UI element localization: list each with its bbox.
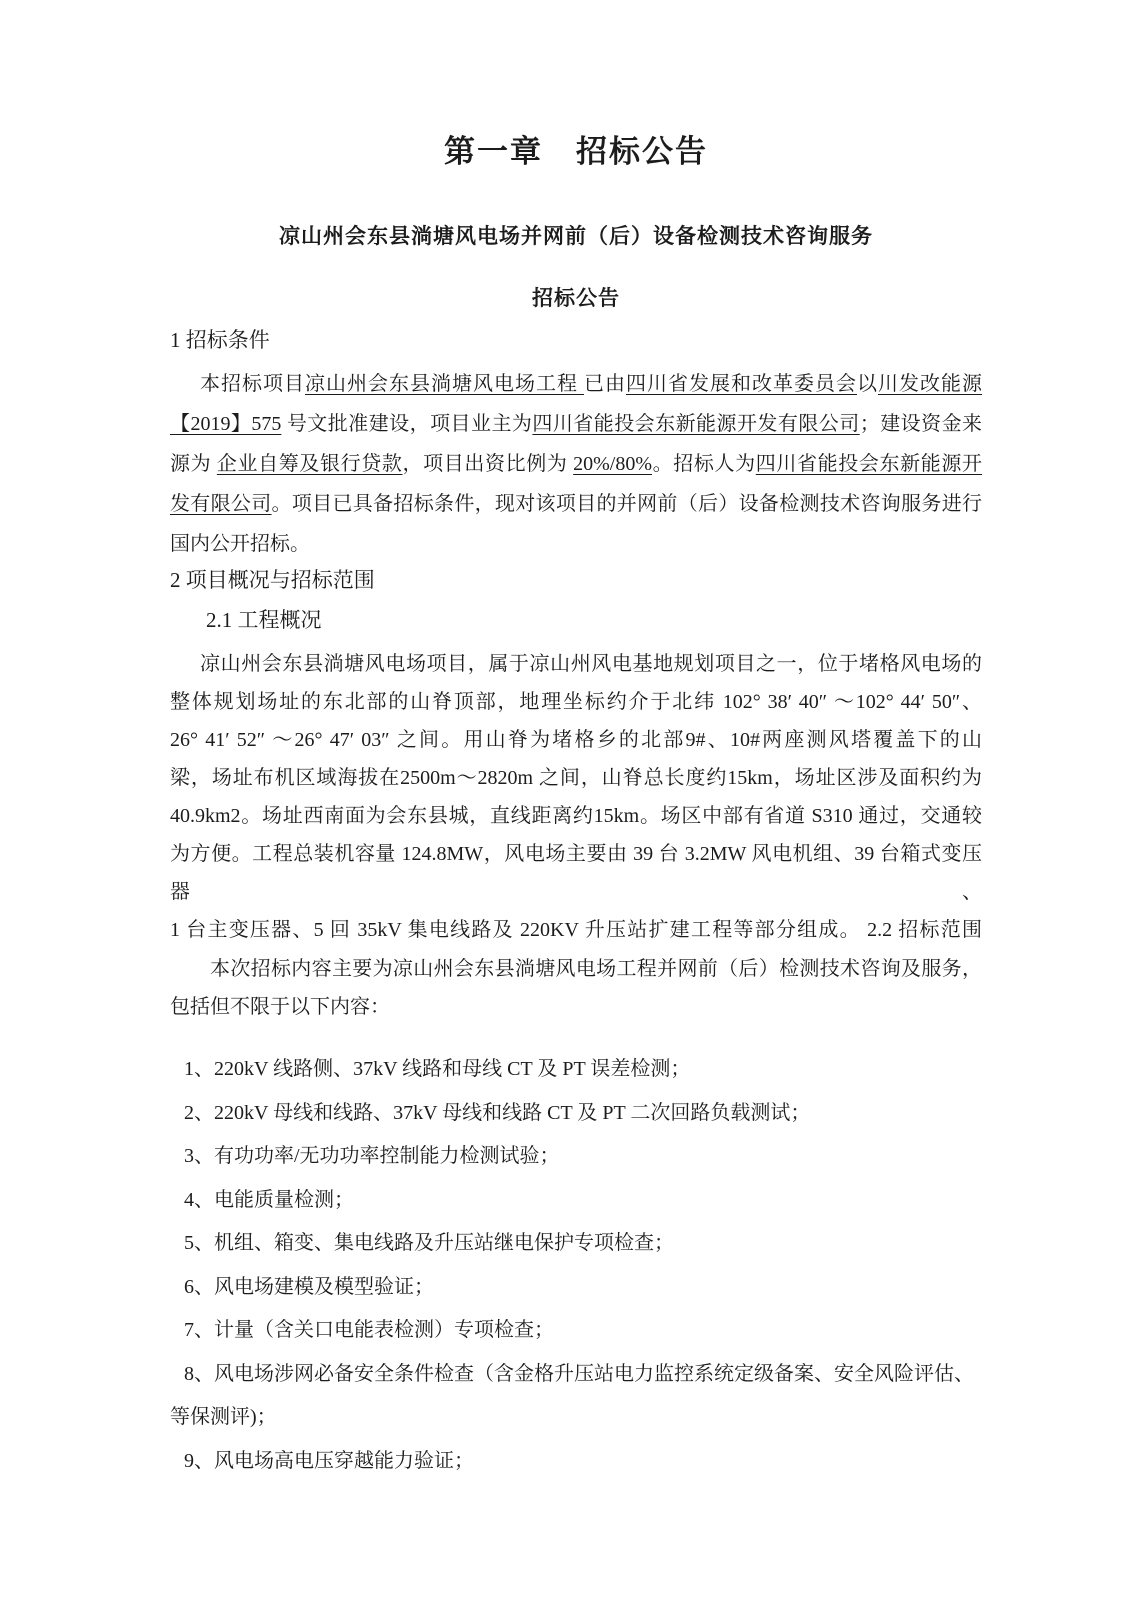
text-run: ；建设资金来 xyxy=(859,413,983,435)
list-item: 9、风电场高电压穿越能力验证； xyxy=(184,1449,474,1472)
underlined-owner-name: 四川省能投会东新能源开发有限公司 xyxy=(532,413,860,435)
paragraph-line: 整体规划场址的东北部的山脊顶部，地理坐标约介于北纬 102° 38′ 40″ ～102° 44′ 50″、 xyxy=(170,691,982,713)
paragraph-line: 本次招标内容主要为凉山州会东县淌塘风电场工程并网前（后）检测技术咨询及服务， xyxy=(210,958,982,980)
list-item: 5、机组、箱变、集电线路及升压站继电保护专项检查； xyxy=(184,1232,674,1254)
project-overview-paragraph xyxy=(170,645,982,949)
list-item-continuation: 等保测评)； xyxy=(170,1406,277,1428)
section-2-1-heading: 2.1 工程概况 xyxy=(206,608,322,632)
tender-conditions-paragraph xyxy=(170,364,982,564)
underlined-funding-source: 企业自筹及银行贷款 xyxy=(216,453,403,475)
paragraph-line: 26° 41′ 52″ ～26° 47′ 03″ 之间。用山脊为堵格乡的北部9#、10#两座测风塔覆盖下的山 xyxy=(170,729,982,751)
paragraph-line xyxy=(170,364,982,404)
list-item: 3、有功功率/无功功率控制能力检测试验； xyxy=(184,1145,560,1167)
page-content xyxy=(170,0,982,1483)
text-run: 本招标项目 xyxy=(200,373,305,395)
underlined-tenderer-name-cont: 发有限公司 xyxy=(170,493,272,515)
underlined-approval-authority: 四川省发展和改革委员会 xyxy=(626,373,857,395)
section-2-heading: 2 项目概况与招标范围 xyxy=(170,568,375,592)
list-item: 1、220kV 线路侧、37kV 线路和母线 CT 及 PT 误差检测； xyxy=(184,1058,691,1080)
paragraph-line: 为方便。工程总装机容量 124.8MW，风电场主要由 39 台 3.2MW 风电机组、39 台箱式变压器、 xyxy=(170,843,982,903)
paragraph-line: 梁，场址布机区域海拔在2500m～2820m 之间，山脊总长度约15km，场址区涉及面积约为 xyxy=(170,767,982,789)
paragraph-line xyxy=(170,444,982,484)
paragraph-line: 1 台主变压器、5 回 35kV 集电线路及 220KV 升压站扩建工程等部分组成。 2.2 招标范围 xyxy=(170,919,982,941)
text-run: 国内公开招标。 xyxy=(170,533,310,555)
list-item: 8、风电场涉网必备安全条件检查（含金格升压站电力监控系统定级备案、安全风险评估、 xyxy=(184,1362,974,1385)
section-1-heading: 1 招标条件 xyxy=(170,328,270,352)
text-run: 。招标人为 xyxy=(652,453,756,475)
text-run: ，项目出资比例为 xyxy=(402,453,574,475)
list-item: 4、电能质量检测； xyxy=(184,1188,354,1211)
paragraph-line: 40.9km2。场址西南面为会东县城，直线距离约15km。场区中部有省道 S310 通过，交通较 xyxy=(170,805,982,827)
text-run: 已由 xyxy=(584,373,626,395)
list-item: 6、风电场建模及模型验证； xyxy=(184,1275,434,1298)
scope-intro-paragraph xyxy=(170,950,982,1026)
paragraph-line: 包括但不限于以下内容： xyxy=(170,996,390,1018)
paragraph-line: 凉山州会东县淌塘风电场项目，属于凉山州风电基地规划项目之一，位于堵格风电场的 xyxy=(200,653,982,675)
text-run: 。项目已具备招标条件，现对该项目的并网前（后）设备检测技术咨询服务进行 xyxy=(271,493,983,515)
project-title: 凉山州会东县淌塘风电场并网前（后）设备检测技术咨询服务 xyxy=(279,225,873,248)
scope-item-list xyxy=(170,1048,982,1483)
text-run: 源为 xyxy=(170,453,217,475)
list-item: 2、220kV 母线和线路、37kV 母线和线路 CT 及 PT 二次回路负载测试； xyxy=(184,1101,811,1124)
paragraph-line xyxy=(170,404,982,444)
paragraph-line xyxy=(170,484,982,524)
underlined-funding-ratio: 20%/80% xyxy=(573,453,653,475)
list-item: 7、计量（含关口电能表检测）专项检查； xyxy=(184,1319,554,1341)
chapter-heading: 第一章 招标公告 xyxy=(444,134,708,169)
text-run: 号文批准建设，项目业主为 xyxy=(281,413,533,435)
underlined-document-name: 川发改能源 xyxy=(878,373,982,395)
underlined-tenderer-name: 四川省能投会东新能源开 xyxy=(755,453,983,475)
text-run: 以 xyxy=(857,373,878,395)
notice-subtitle: 招标公告 xyxy=(532,287,620,310)
underlined-project-name: 凉山州会东县淌塘风电场工程 xyxy=(305,373,584,395)
paragraph-line xyxy=(170,524,982,564)
underlined-document-number: 【2019】575 xyxy=(170,413,282,435)
